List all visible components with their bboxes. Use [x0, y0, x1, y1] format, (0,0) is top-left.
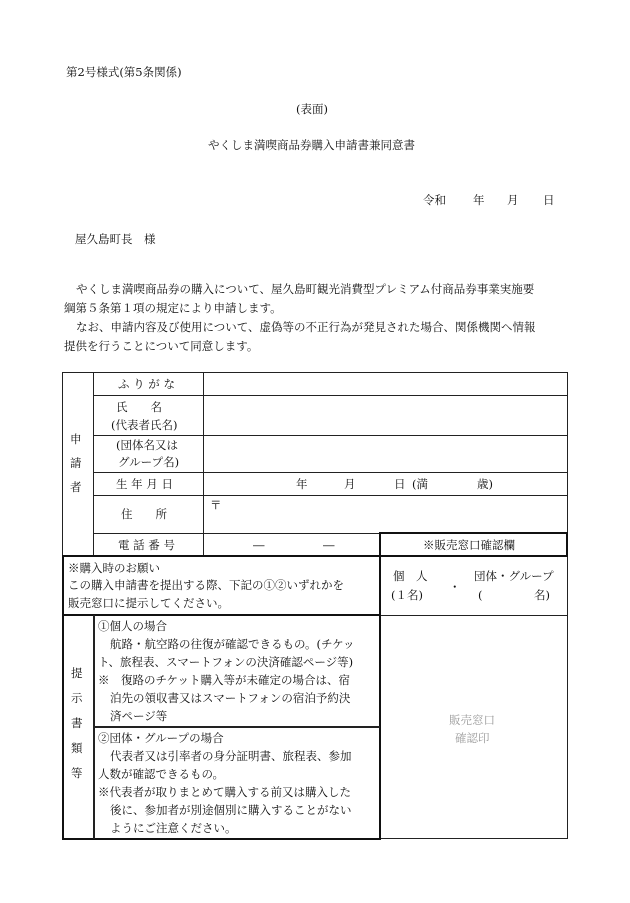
age-close-label: 歳): [477, 477, 493, 491]
stamp-label-1: 販売窓口: [449, 713, 495, 727]
doc-individual-line-5: 済ページ等: [110, 709, 168, 723]
documents-side-char-4: 類: [71, 741, 83, 755]
birth-year-label: 年: [296, 477, 308, 491]
doc-group-line-5: ようにご注意ください。: [110, 821, 237, 835]
stamp-label-2: 確認印: [455, 731, 490, 745]
purchase-group-label: 団体・グループ: [474, 569, 554, 583]
doc-individual-heading: ①個人の場合: [98, 619, 167, 633]
doc-group-line-2: 人数が確認できるもの。: [98, 767, 225, 781]
doc-group-heading: ②団体・グループの場合: [98, 731, 224, 745]
phone-dash-2: ―: [323, 538, 335, 552]
group-name-label-1: (団体名又は: [116, 438, 178, 452]
phone-label: 電 話 番 号: [118, 538, 175, 552]
form-side: (表面): [296, 102, 328, 116]
form-number: 第2号様式(第5条関係): [66, 65, 182, 79]
furigana-field[interactable]: [204, 373, 567, 395]
documents-side-char-2: 示: [71, 691, 83, 705]
date-year: 年: [473, 193, 485, 207]
doc-group-line-3: ※代表者が取りまとめて購入する前又は購入した: [98, 785, 351, 799]
documents-side-char-5: 等: [71, 766, 83, 780]
body-p2-line2: 提供を行うことについて同意します。: [64, 339, 259, 353]
group-name-label-2: グループ名): [118, 455, 180, 469]
furigana-label: ふ り が な: [118, 377, 175, 391]
doc-individual-line-1: 航路・航空路の往復が確認できるもの。(チケッ: [110, 637, 355, 651]
group-name-field[interactable]: [204, 436, 567, 472]
doc-group-line-1: 代表者又は引率者の身分証明書、旅程表、参加: [110, 749, 352, 763]
doc-individual-line-2: ト、旅程表、スマートフォンの決済確認ページ等): [98, 655, 354, 669]
purchase-individual-label: 個 人: [393, 569, 428, 583]
date-day: 日: [543, 193, 555, 207]
applicant-side-char-3: 者: [70, 480, 82, 494]
body-p1-line2: 綱第５条第１項の規定により申請します。: [64, 301, 282, 315]
doc-individual-line-3: ※ 復路のチケット購入等が未確定の場合は、宿: [98, 673, 350, 687]
birth-month-label: 月: [344, 477, 356, 491]
purchase-separator: ・: [449, 580, 461, 594]
applicant-side-char-1: 申: [70, 432, 82, 446]
address-field[interactable]: [204, 496, 567, 533]
documents-side-char-1: 提: [71, 666, 83, 680]
body-p1-line1: やくしま満喫商品券の購入について、屋久島町観光消費型プレミアム付商品券事業実施要: [76, 282, 535, 296]
postal-mark: 〒: [210, 498, 222, 512]
purchase-group-close: 名): [534, 588, 550, 602]
name-label: 氏 名: [116, 400, 162, 414]
purchase-group-open: (: [478, 588, 483, 602]
request-line-3: 販売窓口に提示してください。: [68, 596, 229, 610]
age-open-label: (満: [412, 477, 428, 491]
documents-side-char-3: 書: [71, 716, 83, 730]
doc-individual-line-4: 泊先の領収書又はスマートフォンの宿泊予約決: [110, 691, 351, 705]
birthdate-label: 生 年 月 日: [116, 477, 173, 491]
date-era: 令和: [423, 193, 446, 207]
addressee: 屋久島町長 様: [75, 232, 156, 246]
birth-day-label: 日: [394, 477, 406, 491]
phone-dash-1: ―: [253, 538, 265, 552]
representative-name-label: (代表者氏名): [111, 418, 178, 432]
request-line-1: ※購入時のお願い: [68, 561, 160, 575]
name-field[interactable]: [204, 396, 567, 435]
date-month: 月: [507, 193, 519, 207]
doc-group-line-4: 後に、参加者が別途個別に購入することがない: [110, 803, 352, 817]
shop-confirm-header: ※販売窓口確認欄: [423, 538, 515, 552]
address-label: 住 所: [121, 507, 167, 521]
applicant-side-char-2: 請: [70, 456, 82, 470]
request-line-2: この購入申請書を提出する際、下記の①②いずれかを: [68, 578, 344, 592]
page-title: やくしま満喫商品券購入申請書兼同意書: [208, 138, 415, 152]
body-p2-line1: なお、申請内容及び使用について、虚偽等の不正行為が発見された場合、関係機関へ情報: [76, 320, 536, 334]
phone-field[interactable]: [204, 534, 379, 556]
purchase-individual-count: (１名): [391, 588, 423, 602]
